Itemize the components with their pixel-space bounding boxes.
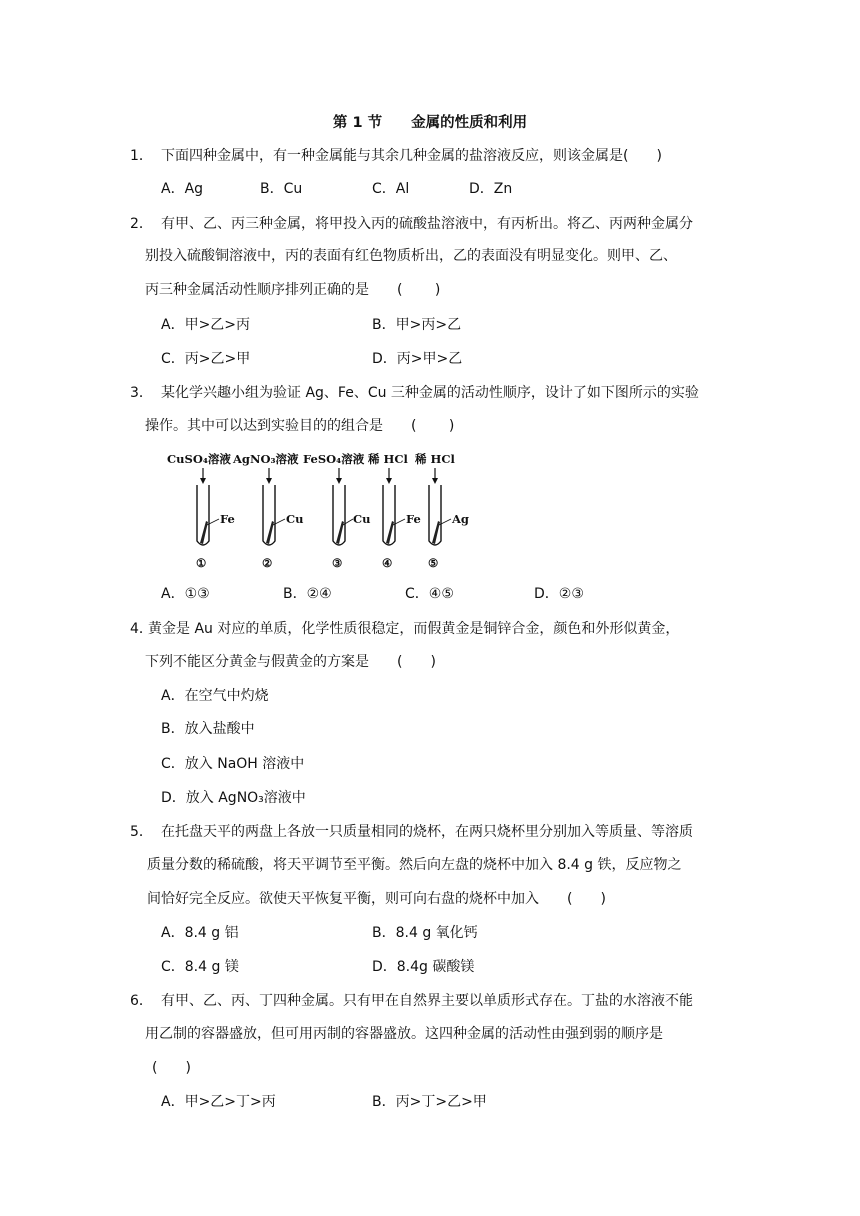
tube-2-metal-label: Cu bbox=[286, 512, 304, 526]
tube-1-metal-strip bbox=[200, 521, 208, 544]
tube-1-solution-label: CuSO₄溶液 bbox=[167, 452, 231, 466]
question-5-line-2: 质量分数的稀硫酸，将天平调节至平衡。然后向左盘的烧杯中加入 8.4 g 铁，反应物之 bbox=[147, 857, 682, 873]
question-3-number: 3． bbox=[130, 385, 153, 401]
tube-3-metal-label: Cu bbox=[353, 512, 371, 526]
test-tube-4 bbox=[367, 452, 421, 570]
question-4-option-a: A．在空气中灼烧 bbox=[161, 688, 269, 704]
page-title: 第 1 节 金属的性质和利用 bbox=[332, 115, 528, 131]
question-3-option-d: D．②③ bbox=[534, 586, 584, 602]
question-4-option-c: C．放入 NaOH 溶液中 bbox=[161, 756, 305, 772]
question-5-option-d: D．8.4g 碳酸镁 bbox=[372, 959, 475, 975]
question-4-option-d: D．放入 AgNO₃溶液中 bbox=[161, 790, 306, 806]
question-1-text: 下面四种金属中，有一种金属能与其余几种金属的盐溶液反应，则该金属是( ) bbox=[161, 148, 662, 164]
question-5-option-a: A．8.4 g 铝 bbox=[161, 925, 239, 941]
question-2-option-d: D．丙>甲>乙 bbox=[372, 351, 463, 367]
tube-4-mark: ④ bbox=[382, 556, 393, 570]
tube-4-metal-label: Fe bbox=[406, 512, 421, 526]
tube-3-solution-label: FeSO₄溶液 bbox=[303, 452, 365, 466]
tube-5-metal-strip bbox=[432, 521, 440, 544]
question-4-number: 4． bbox=[130, 621, 153, 637]
question-1-option-b: B．Cu bbox=[260, 181, 303, 197]
question-5-line-3: 间恰好完全反应。欲使天平恢复平衡，则可向右盘的烧杯中加入 ( ) bbox=[147, 891, 606, 907]
tube-3-metal-strip bbox=[336, 521, 344, 544]
question-5-number: 5． bbox=[130, 824, 153, 840]
test-tube-3 bbox=[303, 452, 371, 570]
tube-2-mark: ② bbox=[262, 556, 273, 570]
question-2-line-1: 有甲、乙、丙三种金属，将甲投入丙的硫酸盐溶液中，有丙析出。将乙、丙两种金属分 bbox=[161, 216, 693, 232]
tube-3-mark: ③ bbox=[332, 556, 343, 570]
question-4-line-2: 下列不能区分黄金与假黄金的方案是 ( ) bbox=[145, 654, 436, 670]
question-2-option-b: B．甲>丙>乙 bbox=[372, 317, 462, 333]
question-2-number: 2． bbox=[130, 216, 153, 232]
question-6-option-b: B．丙>丁>乙>甲 bbox=[372, 1094, 487, 1110]
question-5-option-c: C．8.4 g 镁 bbox=[161, 959, 239, 975]
question-6-line-3: ( ) bbox=[152, 1060, 191, 1076]
question-3-option-c: C．④⑤ bbox=[405, 586, 454, 602]
question-3-option-a: A．①③ bbox=[161, 586, 210, 602]
tube-1-mark: ① bbox=[196, 556, 207, 570]
tube-4-solution-label: 稀 HCl bbox=[368, 452, 408, 466]
question-5-line-1: 在托盘天平的两盘上各放一只质量相同的烧杯，在两只烧杯里分别加入等质量、等溶质 bbox=[161, 824, 693, 840]
question-3-line-2: 操作。其中可以达到实验目的的组合是 ( ) bbox=[145, 418, 455, 434]
question-4-line-1: 黄金是 Au 对应的单质，化学性质很稳定，而假黄金是铜锌合金，颜色和外形似黄金， bbox=[148, 621, 680, 637]
question-1-number: 1． bbox=[130, 148, 153, 164]
question-4-option-b: B．放入盐酸中 bbox=[161, 721, 255, 737]
question-3-option-b: B．②④ bbox=[283, 586, 332, 602]
test-tube-2 bbox=[232, 452, 304, 570]
test-tube-1 bbox=[167, 452, 235, 570]
test-tube-5 bbox=[414, 452, 469, 570]
question-1-option-c: C．Al bbox=[372, 181, 410, 197]
test-tubes-diagram bbox=[163, 451, 483, 573]
question-2-line-3: 丙三种金属活动性顺序排列正确的是 ( ) bbox=[145, 282, 441, 298]
question-2-option-c: C．丙>乙>甲 bbox=[161, 351, 251, 367]
tube-2-solution-label: AgNO₃溶液 bbox=[233, 452, 299, 466]
tube-4-metal-strip bbox=[386, 521, 394, 544]
question-6-number: 6． bbox=[130, 993, 153, 1009]
tube-5-solution-label: 稀 HCl bbox=[415, 452, 455, 466]
question-6-line-2: 用乙制的容器盛放，但可用丙制的容器盛放。这四种金属的活动性由强到弱的顺序是 bbox=[145, 1026, 663, 1042]
tube-1-metal-label: Fe bbox=[220, 512, 235, 526]
question-2-line-2: 别投入硫酸铜溶液中，丙的表面有红色物质析出，乙的表面没有明显变化。则甲、乙、 bbox=[145, 248, 677, 264]
question-6-line-1: 有甲、乙、丙、丁四种金属。只有甲在自然界主要以单质形式存在。丁盐的水溶液不能 bbox=[161, 993, 693, 1009]
question-2-option-a: A．甲>乙>丙 bbox=[161, 317, 251, 333]
question-3-line-1: 某化学兴趣小组为验证 Ag、Fe、Cu 三种金属的活动性顺序，设计了如下图所示的实验 bbox=[161, 385, 699, 401]
question-1-option-d: D．Zn bbox=[469, 181, 513, 197]
question-1-option-a: A．Ag bbox=[161, 181, 204, 197]
experiment-figure bbox=[163, 451, 483, 573]
tube-5-metal-label: Ag bbox=[452, 512, 469, 526]
tube-2-metal-strip bbox=[266, 521, 274, 544]
question-5-option-b: B．8.4 g 氧化钙 bbox=[372, 925, 478, 941]
tube-5-mark: ⑤ bbox=[428, 556, 439, 570]
question-6-option-a: A．甲>乙>丁>丙 bbox=[161, 1094, 276, 1110]
